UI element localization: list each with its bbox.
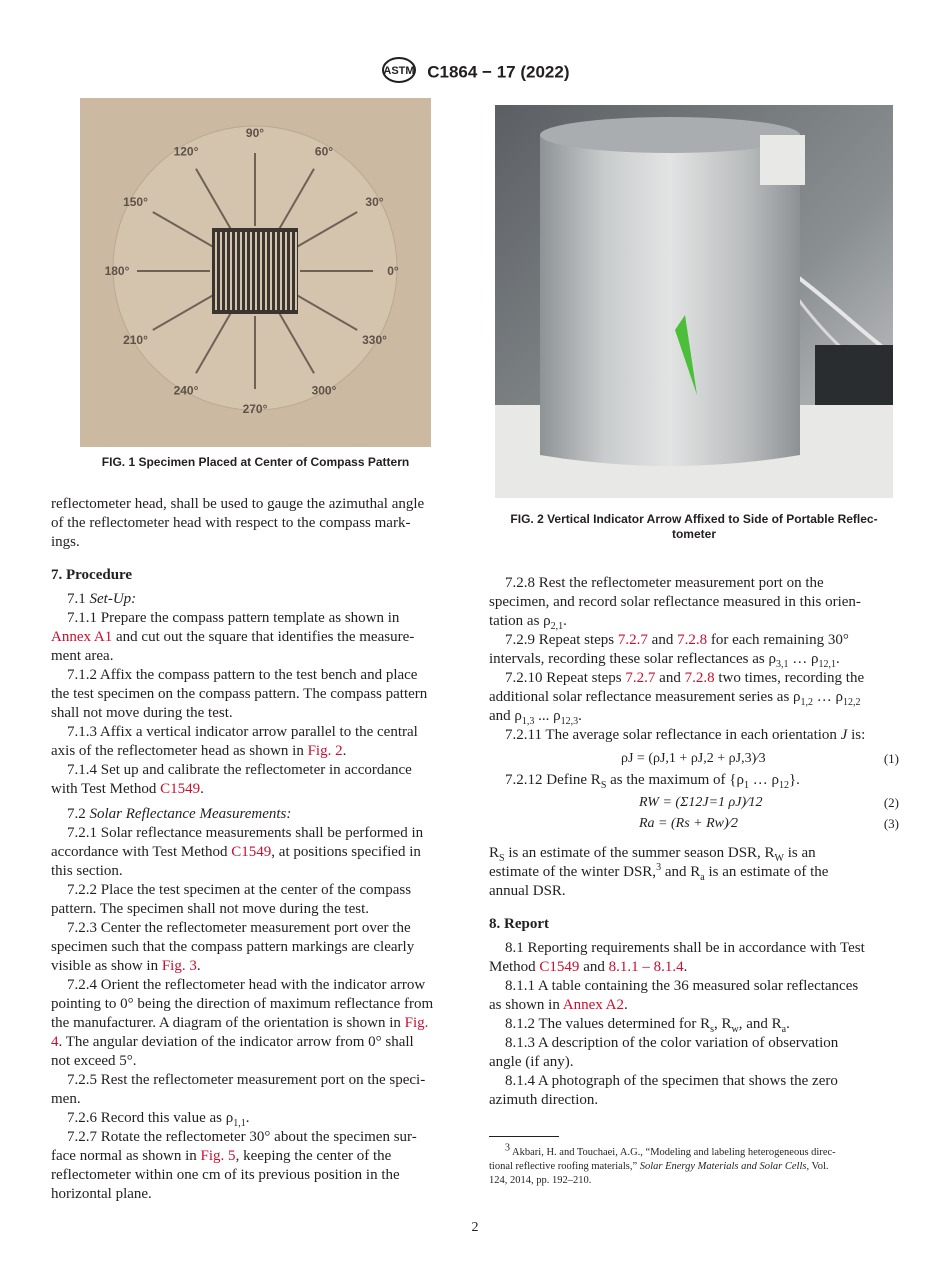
left-column: reflectometer head, shall be used to gauge the azimuthal angle of the reflectometer head with respect to the compass mark- ings. 7. Procedure 7.1 Set-Up: 7.1.1 Prepare the compass pattern template as shown in Annex A1 and cut out the square that identifies the measure- ment area. 7.1.2 Affix the compass pattern to the test bench and place the test specimen on the compass pattern. The compass pattern shall not move during the test. 7.1.3 Affix a vertical indicator arrow parallel to the central axis of the reflectometer head as shown in Fig. 2. 7.1.4 Set up and calibrate the reflectometer in accordance with Test Method C1549. 7.2 Solar Reflectance Measurements: 7.2.1 Solar reflectance measurements shall be performed in accordance with Test Method C1549, at positions specified in this section. 7.2.2 Place the test specimen at the center of the compass pattern. The specimen shall not move during the test. 7.2.3 Center the reflectometer measurement port over the specimen such that the compass pattern markings are clearly visible as show in Fig. 3. 7.2.4 Orient the reflectometer head with the indicator arrow pointing to 0° being the direction of maximum reflectance from the manufacturer. A diagram of the orientation is shown in Fig. 4. The angular deviation of the indicator arrow from 0° shall not exceed 5°. 7.2.5 Rest the reflectometer measurement port on the speci- men. 7.2.6 Record this value as $\rho_{1,1}$. 7.2.7 Rotate the reflectometer 30° about the specimen sur- face normal as shown in Fig. 5, keeping the center of the reflectometer within one cm of its previous position in the horizontal plane. [51, 495, 461, 1204]
c1549-link[interactable]: C1549 [231, 844, 272, 860]
step-728-link[interactable]: 7.2.8 [677, 632, 708, 648]
astm-logo [381, 56, 417, 89]
fig-5-link[interactable]: Fig. 5 [200, 1148, 236, 1164]
compass-angle-label: 330° [362, 333, 387, 347]
figure-1-caption: FIG. 1 Specimen Placed at Center of Compass Pattern [101, 455, 410, 469]
compass-angle-label: 90° [245, 126, 265, 140]
page-header [0, 56, 950, 89]
annex-a1-link[interactable]: Annex A1 [51, 629, 113, 645]
compass-angle-label: 240° [173, 383, 199, 398]
compass-angle-label: 180° [104, 264, 130, 278]
equation-1: ρJ = (ρJ,1 + ρJ,2 + ρJ,3)⁄3 (1) [621, 751, 899, 766]
compass-angle-label: 270° [242, 402, 268, 416]
c1549-link[interactable]: C1549 [539, 959, 580, 975]
fig-2-link[interactable]: Fig. 2 [307, 743, 343, 759]
svg-text:ASTM: ASTM [382, 65, 415, 77]
compass-angle-label: 120° [173, 144, 199, 159]
equation-3: Ra = (Rs + Rw)⁄2 (3) [639, 816, 899, 831]
equation-2: RW = (Σ12J=1 ρJ)⁄12 (2) [639, 795, 899, 810]
compass-angle-label: 150° [123, 195, 148, 209]
step-727-link[interactable]: 7.2.7 [617, 632, 648, 648]
fig-3-link[interactable]: Fig. 3 [161, 958, 197, 974]
right-column: 7.2.8 Rest the reflectometer measurement port on the specimen, and record solar reflectance measured in this orien- tation as $\rho_{2,1}$. 7.2.9 Repeat steps 7.2.7 and 7.2.8 for each remaining 30° intervals, recording these solar reflectances as $\rho_{3,1}$ … $\rho_{12,1}$. 7.2.10 Repeat steps 7.2.7 and 7.2.8 two times, recording the additional solar reflectance measurement series as $\rho_{1,2}$ … $\rho_{12,2}$ and $\rho_{1,3}$ ... $\rho_{12,3}$. 7.2.11 The average solar reflectance in each orientation J is: ρJ = (ρJ,1 + ρJ,2 + ρJ,3)⁄3 (1) 7.2.12 Define $R_S$ as the maximum of {$\rho_1$ … $\rho_{12}$}. RW = (Σ12J=1 ρJ)⁄12 (2) Ra = (Rs + Rw)⁄2 (3) $R_S$ is an estimate of the summer season DSR, $R_W$ is an estimate of the winter DSR,$^3$ and $R_a$ is an estimate of the annual DSR. 8. Report 8.1 Reporting requirements shall be in accordance with Test Method C1549 and 8.1.1 – 8.1.4. 8.1.1 A table containing the 36 measured solar reflectances as shown in Annex A2. 8.1.2 The values determined for $R_s$, $R_w$, and $R_a$. 8.1.3 A description of the color variation of observation angle (if any). 8.1.4 A photograph of the specimen that shows the zero azimuth direction. [489, 575, 899, 1108]
figure-2-caption: FIG. 2 Vertical Indicator Arrow Affixed to Side of Portable Reflec- tometer [510, 512, 878, 541]
section-8-heading: 8. Report [489, 916, 549, 932]
section-7-heading: 7. Procedure [51, 567, 133, 583]
figure-1-compass-photo [80, 98, 431, 447]
compass-angle-label: 30° [365, 195, 384, 209]
step-728-link[interactable]: 7.2.8 [684, 670, 715, 686]
annex-a2-link[interactable]: Annex A2 [562, 997, 625, 1013]
sections-811-814-link[interactable]: 8.1.1 – 8.1.4 [608, 959, 684, 975]
standard-designation: C1864 − 17 (2022) [427, 62, 570, 82]
compass-angle-label: 210° [123, 333, 148, 347]
c1549-link[interactable]: C1549 [160, 781, 201, 797]
footnote: $^3$ Akbari, H. and Touchaei, A.G., “Modeling and labeling heterogeneous direc- tional reflective roofing materials,” Solar Energy Materials and Solar Cells, Vol. 124, 2014, pp. 192–210. [489, 1142, 836, 1186]
page-number: 2 [471, 1220, 479, 1235]
step-727-link[interactable]: 7.2.7 [625, 670, 656, 686]
compass-angle-label: 300° [311, 383, 337, 398]
footnote-rule [489, 1136, 559, 1137]
figure-2-reflectometer-photo [495, 105, 893, 498]
fig-4-link[interactable]: Fig. [404, 1015, 429, 1031]
compass-angle-label: 60° [314, 144, 334, 159]
compass-angle-label: 0° [387, 264, 399, 278]
fig-4-link[interactable]: 4 [51, 1034, 59, 1050]
